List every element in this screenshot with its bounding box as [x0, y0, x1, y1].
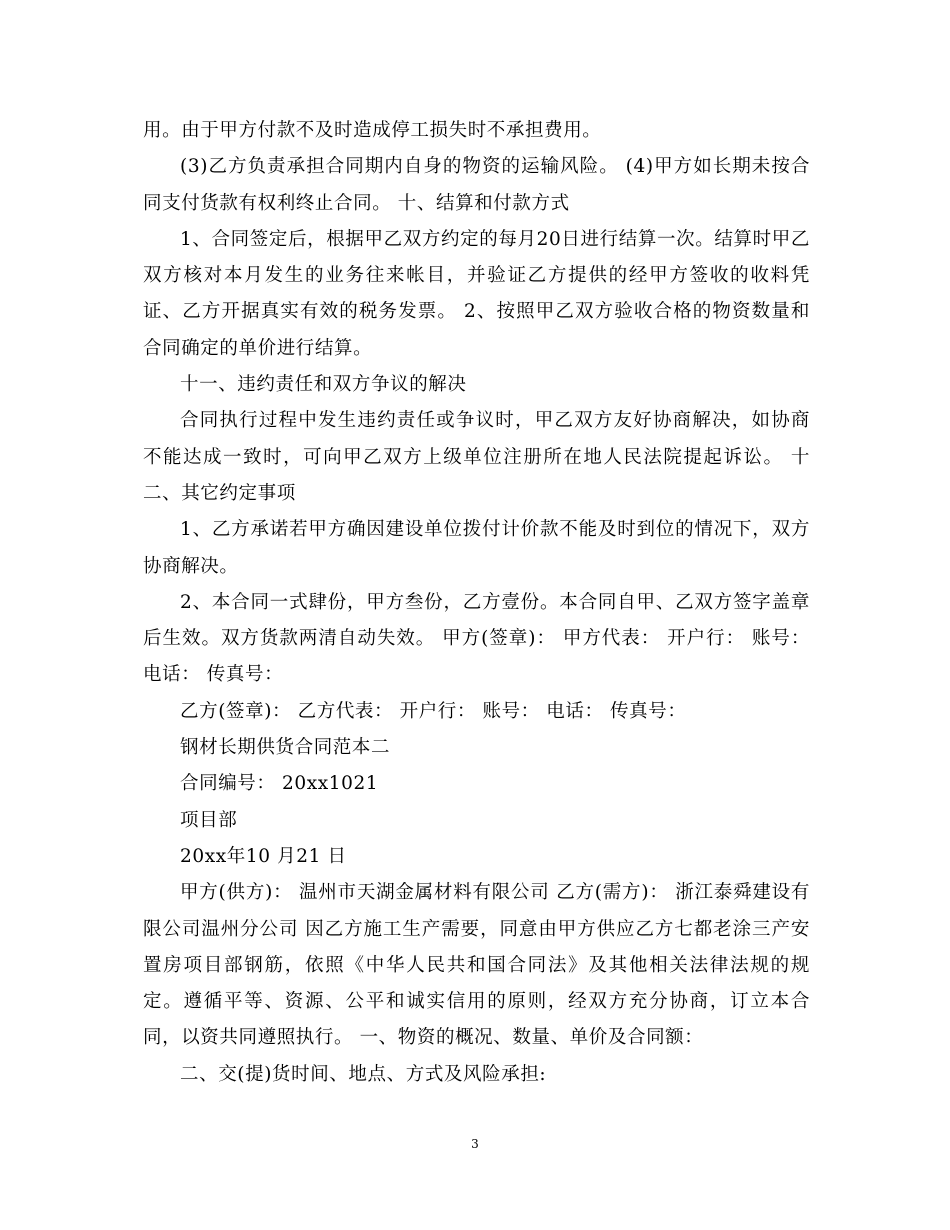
paragraph-transport-risk: (3)乙方负责承担合同期内自身的物资的运输风险。 (4)甲方如长期未按合同支付货款有权利终止合同。 十、结算和付款方式	[143, 156, 810, 214]
contract-number: 合同编号： 20xx1021	[180, 773, 379, 795]
paragraph-payment-delay: 用。由于甲方付款不及时造成停工损失时不承担费用。	[143, 120, 602, 141]
section-heading-liability: 十一、违约责任和双方争议的解决	[180, 374, 467, 396]
section-heading-delivery: 二、交(提)货时间、地点、方式及风险承担:	[180, 1063, 547, 1085]
page-number: 3	[471, 1137, 479, 1151]
document-body	[143, 113, 810, 1093]
paragraph-other-matters-1: 1、乙方承诺若甲方确因建设单位拨付计价款不能及时到位的情况下，双方协商解决。	[143, 519, 810, 577]
paragraph-parties: 甲方(供方)： 温州市天湖金属材料有限公司 乙方(需方)： 浙江泰舜建设有限公司温州分公司 因乙方施工生产需要，同意由甲方供应乙方七都老涂三产安置房项目部钢筋，依照《中华人民共和国合同法》及其他相关法律法规的规定。遵循平等、资源、公平和诚实信用的原则，经双方充分协商，订立本合同，以资共同遵照执行。 一、物资的概况、数量、单价及合同额：	[143, 882, 810, 1049]
paragraph-other-matters-2: 2、本合同一式肆份，甲方叁份，乙方壹份。本合同自甲、乙双方签字盖章后生效。双方货款两清自动失效。 甲方(签章)： 甲方代表： 开户行： 账号： 电话： 传真号：	[143, 591, 810, 686]
paragraph-party-b-signature: 乙方(签章)： 乙方代表： 开户行： 账号： 电话： 传真号：	[180, 700, 687, 722]
template-title: 钢材长期供货合同范本二	[180, 737, 391, 759]
paragraph-settlement: 1、合同签定后，根据甲乙双方约定的每月20日进行结算一次。结算时甲乙双方核对本月发生的业务往来帐目，并验证乙方提供的经甲方签收的收料凭证、乙方开据真实有效的税务发票。 2、按照甲乙双方验收合格的物资数量和合同确定的单价进行结算。	[143, 228, 810, 359]
project-department: 项目部	[180, 809, 238, 831]
contract-date: 20xx年10 月21 日	[180, 845, 347, 867]
paragraph-dispute: 合同执行过程中发生违约责任或争议时，甲乙双方友好协商解决，如协商不能达成一致时，可向甲乙双方上级单位注册所在地人民法院提起诉讼。 十二、其它约定事项	[143, 410, 810, 504]
